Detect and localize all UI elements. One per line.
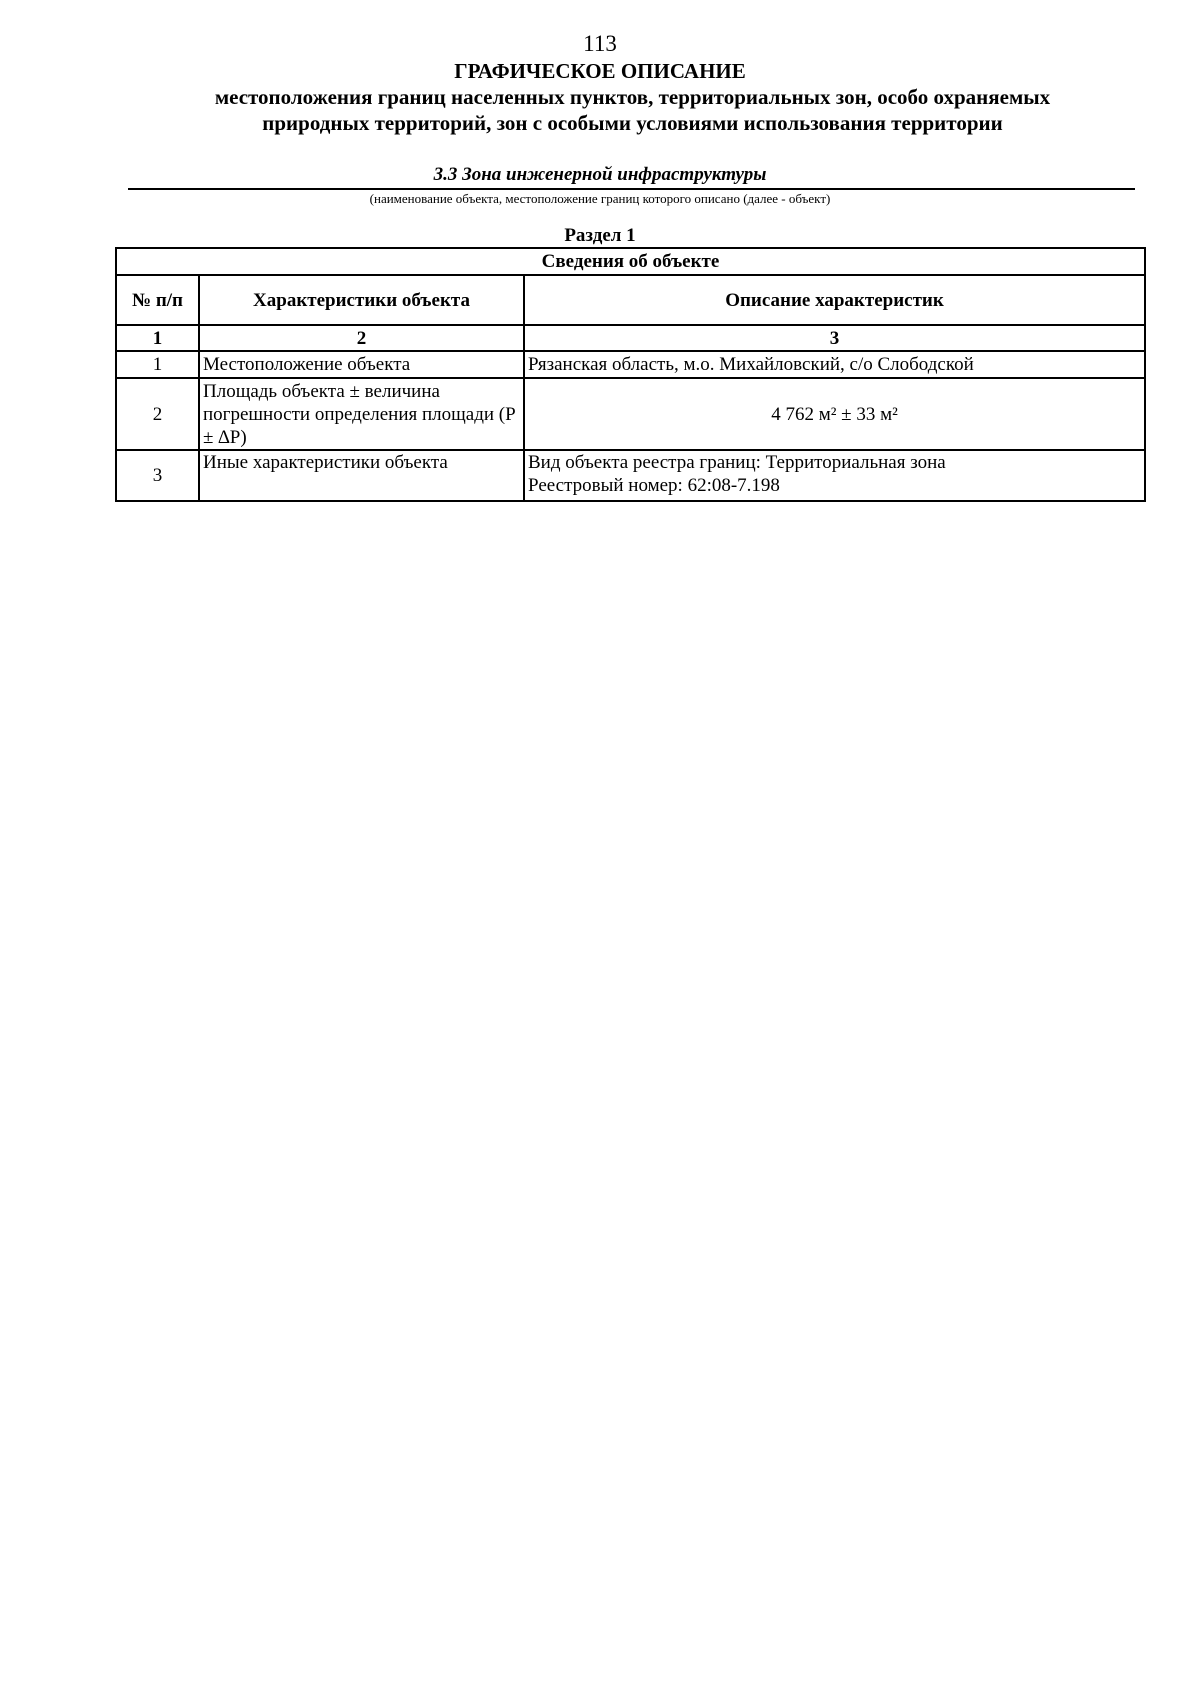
header-number: № п/п: [116, 275, 199, 325]
row-characteristic: Местоположение объекта: [199, 351, 524, 378]
column-number-1: 1: [116, 325, 199, 351]
header-description: Описание характеристик: [524, 275, 1145, 325]
column-number-row: [116, 325, 1145, 351]
column-number-2: 2: [199, 325, 524, 351]
row-number: 2: [116, 378, 199, 450]
row-description: Рязанская область, м.о. Михайловский, с/о Слободской: [524, 351, 1145, 378]
table-row: [116, 378, 1145, 450]
page-number: 113: [583, 31, 617, 56]
table-header-row: [116, 275, 1145, 325]
table-caption-row: [116, 248, 1145, 275]
row-characteristic: Площадь объекта ± величина погрешности определения площади (P ± ∆P): [199, 378, 524, 450]
row-number: 3: [116, 450, 199, 501]
row-description: 4 762 м² ± 33 м²: [524, 378, 1145, 450]
document-subtitle: местоположения границ населенных пунктов, территориальных зон, особо охраняемых природных территорий, зон с особыми условиями использования территории: [214, 85, 1051, 135]
table-row: [116, 450, 1145, 501]
row-characteristic: Иные характеристики объекта: [199, 450, 524, 501]
object-name-underline: [128, 188, 1135, 190]
table-caption: Сведения об объекте: [116, 248, 1145, 275]
document-title: ГРАФИЧЕСКОЕ ОПИСАНИЕ: [454, 59, 746, 83]
object-name-caption: (наименование объекта, местоположение границ которого описано (далее - объект): [369, 191, 831, 206]
row-description-line: Вид объекта реестра границ: Территориальная зона: [528, 452, 946, 473]
section-title: Раздел 1: [564, 225, 636, 246]
table-row: [116, 351, 1145, 378]
header-characteristic: Характеристики объекта: [199, 275, 524, 325]
object-info-table: [115, 247, 1146, 502]
object-name: 3.3 Зона инженерной инфраструктуры: [433, 164, 767, 185]
row-description-line: Реестровый номер: 62:08-7.198: [528, 475, 780, 496]
row-description: [524, 450, 1145, 501]
column-number-3: 3: [524, 325, 1145, 351]
row-number: 1: [116, 351, 199, 378]
